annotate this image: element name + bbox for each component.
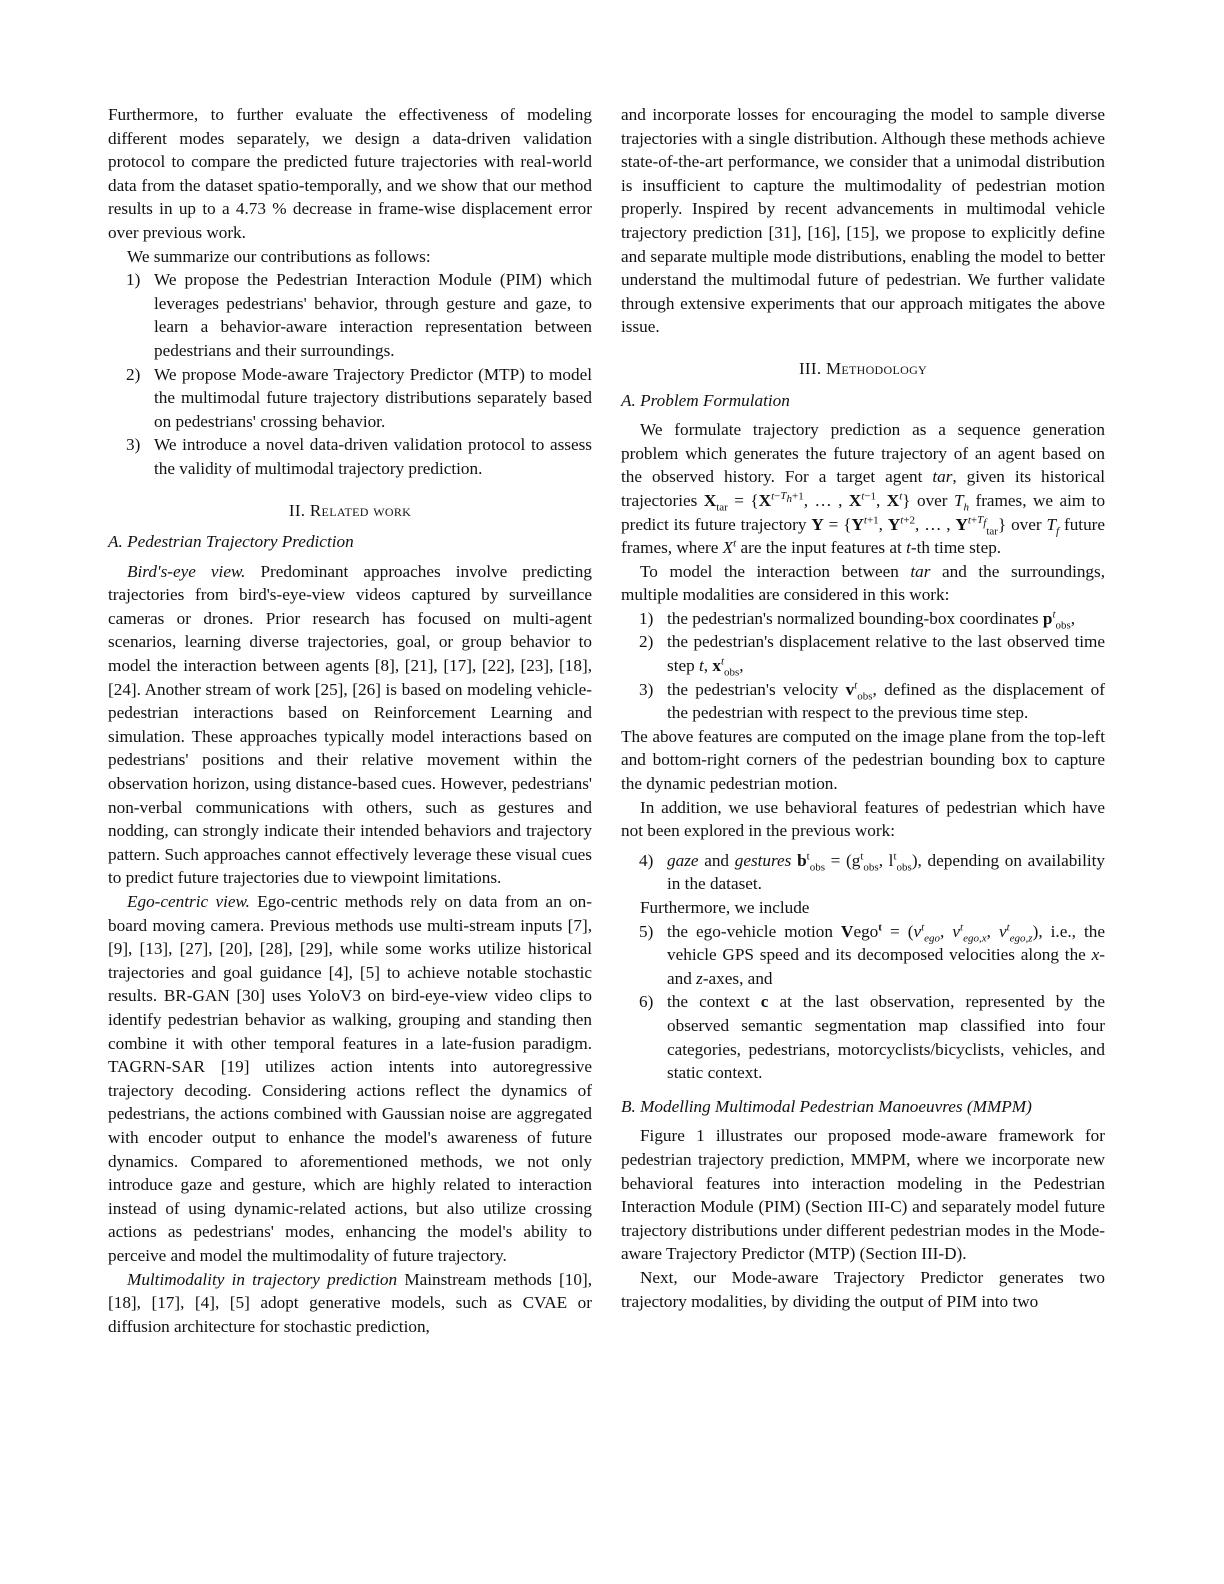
continued-paragraph: and incorporate losses for encouraging the model to sample diverse trajectories with a single distribution. Although these methods achieve state-of-the-art performance, we consider that a unimodal distribution is insufficient to capture the multimodality of pedestrian motion properly. Inspired by recent advancements in multimodal vehicle trajectory prediction [31], [16], [15], we propose to explicitly define and separate multiple mode distributions, enabling the model to better understand the multimodal future of pedestrian. We further validate through extensive experiments that our approach mitigates the above issue. (621, 105, 1105, 337)
list-item: 1) We propose the Pedestrian Interaction Module (PIM) which leverages pedestrians' behavior, through gesture and gaze, to learn a behavior-aware interaction representation between pedestrians and their surroundings. (126, 270, 592, 360)
modalities-intro: To model the interaction between tar and the surroundings, multiple modalities are considered in this work: (621, 561, 1106, 605)
furthermore-line: Furthermore, we include (640, 898, 810, 917)
ego-paragraph: Ego-centric view. Ego-centric methods rely on data from an on-board moving camera. Previous methods use multi-stream inputs [7], [9], [13], [27], [20], [28], [29], while some works utilize historical trajectories and goal guidance [4], [5] to achieve notable stochastic results. BR-GAN [30] uses YoloV3 on bird-eye-view video clips to identify pedestrian behavior as walking, grouping and standing then combine it with other temporal features in a late-fusion paradigm. TAGRN-SAR [19] utilizes action intents into autoregressive trajectory decoding. Considering actions reflect the dynamics of pedestrians, the actions combined with Gaussian noise are aggregated with encoder output to enhance the model's awareness of future dynamics. Compared to aforementioned methods, we not only introduce gaze and gesture, which are highly related to interaction instead of using dynamic-related actions, but also utilize crossing actions as pedestrians' modes, enhancing the model's ability to perceive and model the multimodality of future trajectory. (108, 892, 592, 1265)
multimodality-paragraph: Multimodality in trajectory prediction Mainstream methods [10], [18], [17], [4], [5] adopt generative models, such as CVAE or diffusion architecture for stochastic prediction, (108, 1269, 592, 1336)
list-item: 4) gaze and gestures $b^t_{obs} = (g^t_{obs}$, $l^t_{obs}$), depending on availability in the dataset. (639, 850, 1106, 894)
behavioral-paragraph: In addition, we use behavioral features of pedestrian which have not been explored in the previous work: (621, 797, 1105, 841)
subsection-heading: B. Modelling Multimodal Pedestrian Manoeuvres (MMPM) (621, 1096, 1032, 1116)
behavioral-features-list (621, 849, 1105, 896)
features-list (621, 607, 1105, 725)
contributions-lead: We summarize our contributions as follows: (127, 246, 431, 266)
list-item: 1) the pedestrian's normalized bounding-box coordinates $p^t_{obs}$, (639, 608, 1076, 632)
list-item: 2) We propose Mode-aware Trajectory Predictor (MTP) to model the multimodal future trajectory distributions separately based on pedestrians' crossing behavior. (126, 364, 592, 431)
problem-formulation-paragraph: We formulate trajectory prediction as a sequence generation problem which generates the future trajectory of an agent based on the observed history. For a target agent tar, given its historical trajectories $X_{tar} = \{X^{t-T_h+1}$, … , $X^{t-1}$, $X^t$} over $T_h$ frames, we aim to predict its future trajectory $Y = \{Y^{t+1}$, $Y^{t+2}$, … , $Y^{t+T_f}_{tar}$} over $T_f$ future frames, where $X^t$ are the input features at t-th time step. (621, 420, 1106, 558)
right-column (621, 103, 1105, 1313)
subsection-heading: A. Problem Formulation (621, 390, 790, 410)
list-item: 5) the ego-vehicle motion Vego$^t$ = ($v^t_{ego}$, $v^t_{ego,x}$, $v^t_{ego,z}$), i.e., the vehicle GPS speed and its decomposed velocities along the x- and z-axes, and (639, 920, 1105, 988)
bev-paragraph: Bird's-eye view. Predominant approaches involve predicting trajectories from bird's-eye-view videos captured by surveillance cameras or drones. Prior research has focused on multi-agent scenarios, learning diverse trajectories, goal, or group behavior to model the interaction between agents [8], [21], [17], [22], [23], [18], [24]. Another stream of work [25], [26] is based on modeling vehicle-pedestrian interactions based on Reinforcement Learning and simulation. These approaches typically model interactions based on pedestrians' positions and their relative movement within the observation horizon, using distance-based cues. However, pedestrians' non-verbal communications with others, such as gestures and nodding, can strongly indicate their intended behaviors and trajectory pattern. Such approaches cannot effectively leverage these visual cues to predict future trajectories due to viewpoint limitations. (108, 561, 592, 888)
list-item: 2) the pedestrian's displacement relative to the last observed time step t, $x^t_{obs}$, (639, 632, 1105, 679)
features-paragraph: The above features are computed on the image plane from the top-left and bottom-right corners of the pedestrian bounding box to capture the dynamic pedestrian motion. (621, 726, 1105, 794)
mtp-paragraph: Next, our Mode-aware Trajectory Predictor generates two trajectory modalities, by dividing the output of PIM into two (621, 1267, 1105, 1311)
contributions-list (108, 268, 592, 480)
subsection-heading: A. Pedestrian Trajectory Prediction (108, 532, 354, 552)
list-item: 3) the pedestrian's velocity $v^t_{obs}$, defined as the displacement of the pedestrian with respect to the previous time step. (639, 678, 1105, 723)
mmpm-paragraph: Figure 1 illustrates our proposed mode-aware framework for pedestrian trajectory prediction, MMPM, where we incorporate new behavioral features into interaction modeling in the Pedestrian Interaction Module (PIM) (Section III-C) and separately model future trajectory distributions under different pedestrian modes in the Mode-aware Trajectory Predictor (MTP) (Section III-D). (621, 1126, 1105, 1264)
extra-features-list (621, 920, 1105, 1085)
list-item: 6) the context c at the last observation, represented by the observed semantic segmentation map classified into four categories, pedestrians, motorcyclists/bicyclists, vehicles, and static context. (639, 992, 1106, 1083)
intro-paragraph: Furthermore, to further evaluate the effectiveness of modeling different modes separately, we design a data-driven validation protocol to compare the predicted future trajectories with real-world data from the dataset spatio-temporally, and we show that our method results in up to a 4.73 % decrease in frame-wise displacement error over previous work. (108, 105, 592, 242)
left-column (108, 103, 592, 1338)
list-item: 3) We introduce a novel data-driven validation protocol to assess the validity of multimodal trajectory prediction. (126, 435, 592, 478)
section-heading-related-work: II. Related work (288, 500, 412, 520)
section-heading-methodology: III. Methodology (798, 358, 928, 378)
